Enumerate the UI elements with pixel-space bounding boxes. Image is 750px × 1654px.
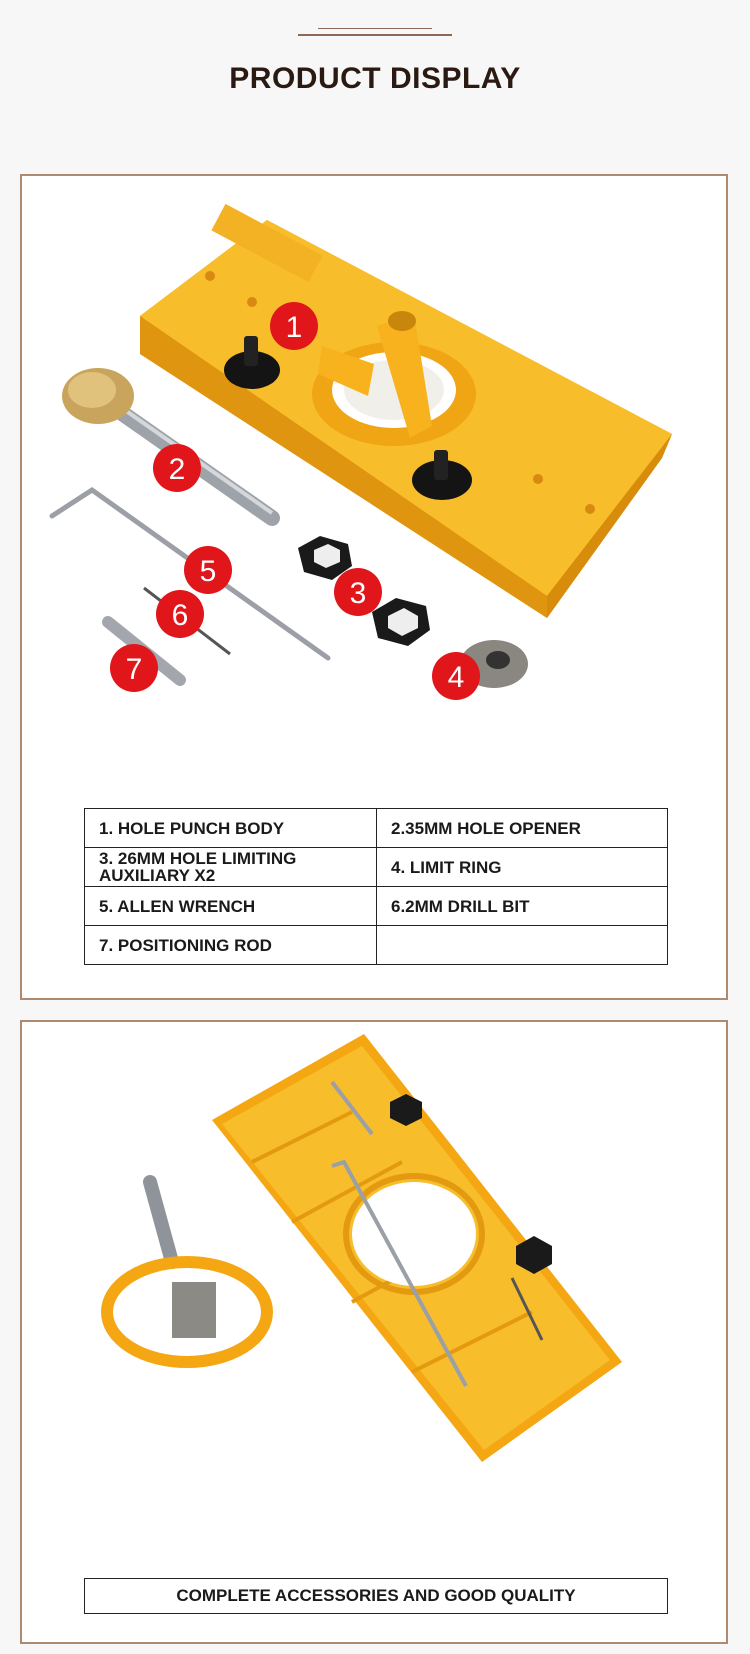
callout-number: 5 xyxy=(199,555,217,588)
callout-badge-4 xyxy=(432,652,480,700)
table-cell: 2.35MM HOLE OPENER xyxy=(377,809,668,848)
table-cell: 3. 26MM HOLE LIMITING AUXILIARY X2 xyxy=(85,848,377,887)
callout-badge-1 xyxy=(270,302,318,350)
callout-badge-2 xyxy=(153,444,201,492)
table-cell: 5. ALLEN WRENCH xyxy=(85,887,377,926)
callout-badge-5 xyxy=(184,546,232,594)
parts-table xyxy=(84,808,668,965)
table-row xyxy=(85,848,668,887)
jig-underside-illustration xyxy=(212,1034,622,1462)
table-cell: 1. HOLE PUNCH BODY xyxy=(85,809,377,848)
assembled-product-image xyxy=(22,1022,726,1562)
callout-number: 3 xyxy=(349,577,367,610)
hole-opener-with-limit-illustration xyxy=(107,1182,267,1362)
quality-caption: COMPLETE ACCESSORIES AND GOOD QUALITY xyxy=(84,1578,668,1614)
callout-badge-6 xyxy=(156,590,204,638)
title-decoration-line xyxy=(318,28,432,29)
callout-number: 7 xyxy=(125,653,143,686)
callout-badge-3 xyxy=(334,568,382,616)
callout-number: 6 xyxy=(171,599,189,632)
product-components-image xyxy=(22,176,726,796)
product-components-panel xyxy=(20,174,728,1000)
table-row xyxy=(85,809,668,848)
header xyxy=(0,0,750,150)
assembled-product-panel xyxy=(20,1020,728,1644)
table-row xyxy=(85,887,668,926)
table-cell xyxy=(377,926,668,965)
table-cell: 4. LIMIT RING xyxy=(377,848,668,887)
callout-number: 1 xyxy=(285,311,303,344)
table-cell: 7. POSITIONING ROD xyxy=(85,926,377,965)
table-row xyxy=(85,926,668,965)
callout-number: 4 xyxy=(447,661,465,694)
page-title: PRODUCT DISPLAY xyxy=(229,62,521,95)
title-decoration-line xyxy=(298,34,452,36)
callout-badge-7 xyxy=(110,644,158,692)
table-cell: 6.2MM DRILL BIT xyxy=(377,887,668,926)
callout-number: 2 xyxy=(168,453,186,486)
